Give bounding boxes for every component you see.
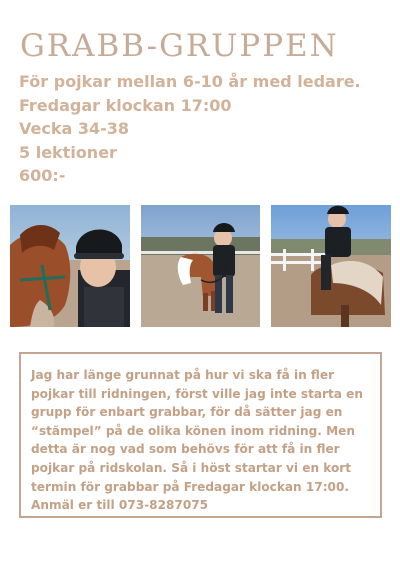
photo-boy-leading-pony: [141, 205, 260, 327]
photo-boy-riding-pony: [271, 205, 391, 327]
photo-row: [0, 205, 400, 327]
description-box: [19, 352, 382, 518]
detail-lessons: 5 lektioner: [19, 142, 117, 162]
page-title: GRABB-GRUPPEN: [20, 28, 339, 64]
description-text: Jag har länge grunnat på hur vi ska få in fler pojkar till ridningen, först ville jag inte starta en grupp för enbart grabbar, för då sätter jag en “stämpel” på de olika könen inom ridning. Men detta är nog vad som behövs för att få in fler pojkar på ridskolan. Så i höst startar vi en kort termin för grabbar på Fredagar klockan 17:00. Anmäl er till 073-8287075: [31, 368, 363, 513]
photo-boy-with-pony-closeup: [10, 205, 130, 327]
detail-price: 600:-: [19, 166, 66, 185]
detail-age-group: För pojkar mellan 6-10 år med ledare.: [19, 72, 361, 91]
detail-time: Fredagar klockan 17:00: [19, 95, 232, 115]
course-details: [19, 70, 389, 188]
detail-weeks: Vecka 34-38: [19, 119, 130, 138]
